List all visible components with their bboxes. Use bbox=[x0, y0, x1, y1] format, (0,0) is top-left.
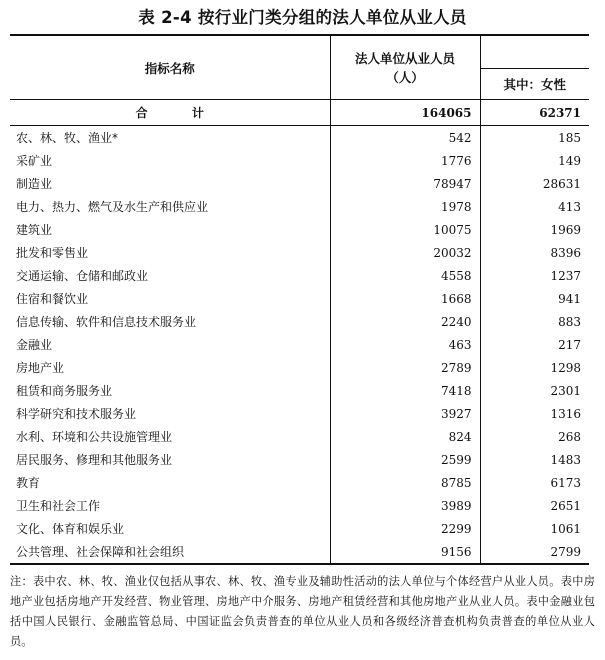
table-row bbox=[10, 126, 589, 150]
employees-value: 20032 bbox=[330, 241, 480, 264]
industry-name: 租赁和商务服务业 bbox=[16, 384, 113, 398]
employment-table bbox=[10, 34, 589, 565]
table-row bbox=[10, 310, 589, 333]
female-value: 1298 bbox=[480, 356, 589, 379]
industry-name: 制造业 bbox=[16, 177, 53, 191]
table-row bbox=[10, 195, 589, 218]
female-value: 149 bbox=[480, 149, 589, 172]
employees-value: 7418 bbox=[330, 379, 480, 402]
employees-value: 3989 bbox=[330, 494, 480, 517]
industry-name: 农、林、牧、渔业* bbox=[16, 131, 119, 145]
female-value: 6173 bbox=[480, 471, 589, 494]
employees-value: 1978 bbox=[330, 195, 480, 218]
employees-value: 78947 bbox=[330, 172, 480, 195]
header-total-line1: 法人单位从业人员 bbox=[354, 50, 455, 66]
female-value: 1237 bbox=[480, 264, 589, 287]
employees-value: 2789 bbox=[330, 356, 480, 379]
employees-value: 824 bbox=[330, 425, 480, 448]
industry-name: 水利、环境和公共设施管理业 bbox=[16, 430, 173, 444]
table-title: 表 2-4 按行业门类分组的法人单位从业人员 bbox=[138, 8, 467, 27]
table-row bbox=[10, 172, 589, 195]
table-row bbox=[10, 356, 589, 379]
female-value: 217 bbox=[480, 333, 589, 356]
industry-name: 建筑业 bbox=[16, 223, 53, 237]
industry-name: 信息传输、软件和信息技术服务业 bbox=[16, 315, 197, 329]
table-row bbox=[10, 448, 589, 471]
table-row bbox=[10, 540, 589, 564]
industry-name: 房地产业 bbox=[16, 361, 65, 375]
industry-name: 公共管理、社会保障和社会组织 bbox=[16, 545, 185, 559]
employees-value: 9156 bbox=[330, 540, 480, 564]
total-female-value: 62371 bbox=[480, 100, 589, 126]
employees-value: 1776 bbox=[330, 149, 480, 172]
employees-value: 10075 bbox=[330, 218, 480, 241]
industry-name: 教育 bbox=[16, 476, 41, 490]
total-label: 合 计 bbox=[10, 100, 330, 126]
industry-name: 卫生和社会工作 bbox=[16, 499, 101, 513]
industry-name: 文化、体育和娱乐业 bbox=[16, 522, 125, 536]
female-value: 28631 bbox=[480, 172, 589, 195]
industry-name: 批发和零售业 bbox=[16, 246, 89, 260]
header-indicator-name: 指标名称 bbox=[10, 35, 330, 100]
header-total-employees bbox=[330, 35, 480, 100]
female-value: 1316 bbox=[480, 402, 589, 425]
female-value: 883 bbox=[480, 310, 589, 333]
employees-value: 1668 bbox=[330, 287, 480, 310]
industry-name: 采矿业 bbox=[16, 154, 53, 168]
table-row bbox=[10, 379, 589, 402]
table-row bbox=[10, 494, 589, 517]
industry-name: 交通运输、仓储和邮政业 bbox=[16, 269, 149, 283]
female-value: 2799 bbox=[480, 540, 589, 564]
employees-value: 4558 bbox=[330, 264, 480, 287]
employees-value: 463 bbox=[330, 333, 480, 356]
female-value: 1483 bbox=[480, 448, 589, 471]
total-all-value: 164065 bbox=[330, 100, 480, 126]
female-value: 1969 bbox=[480, 218, 589, 241]
female-value: 185 bbox=[480, 126, 589, 150]
table-row bbox=[10, 218, 589, 241]
table-row bbox=[10, 241, 589, 264]
table-row bbox=[10, 149, 589, 172]
header-female: 其中：女性 bbox=[480, 69, 589, 100]
table-row bbox=[10, 402, 589, 425]
table-row bbox=[10, 425, 589, 448]
employees-value: 3927 bbox=[330, 402, 480, 425]
industry-name: 金融业 bbox=[16, 338, 53, 352]
table-row bbox=[10, 287, 589, 310]
table-row bbox=[10, 264, 589, 287]
table-row bbox=[10, 333, 589, 356]
employees-value: 542 bbox=[330, 126, 480, 150]
employees-value: 2599 bbox=[330, 448, 480, 471]
female-value: 941 bbox=[480, 287, 589, 310]
employees-value: 2240 bbox=[330, 310, 480, 333]
industry-name: 住宿和餐饮业 bbox=[16, 292, 89, 306]
female-value: 2651 bbox=[480, 494, 589, 517]
female-value: 1061 bbox=[480, 517, 589, 540]
table-row bbox=[10, 517, 589, 540]
header-blank-cell bbox=[480, 35, 589, 69]
employees-value: 2299 bbox=[330, 517, 480, 540]
total-row bbox=[10, 100, 589, 126]
table-row bbox=[10, 471, 589, 494]
female-value: 413 bbox=[480, 195, 589, 218]
industry-name: 电力、热力、燃气及水生产和供应业 bbox=[16, 200, 209, 214]
industry-name: 科学研究和技术服务业 bbox=[16, 407, 137, 421]
table-footnote: 注：表中农、林、牧、渔业仅包括从事农、林、牧、渔专业及辅助性活动的法人单位与个体经营户从业人员。表中房地产业包括房地产开发经营、物业管理、房地产中介服务、房地产租赁经营和其他房地产业从业人员。表中金融业包括中国人民银行、金融监管总局、中国证监会负责普查的单位从业人员和各级经济普查机构负责普查的单位从业人员。 bbox=[10, 575, 595, 648]
female-value: 268 bbox=[480, 425, 589, 448]
female-value: 2301 bbox=[480, 379, 589, 402]
female-value: 8396 bbox=[480, 241, 589, 264]
employees-value: 8785 bbox=[330, 471, 480, 494]
industry-name: 居民服务、修理和其他服务业 bbox=[16, 453, 173, 467]
header-total-line2: （人） bbox=[386, 69, 424, 85]
